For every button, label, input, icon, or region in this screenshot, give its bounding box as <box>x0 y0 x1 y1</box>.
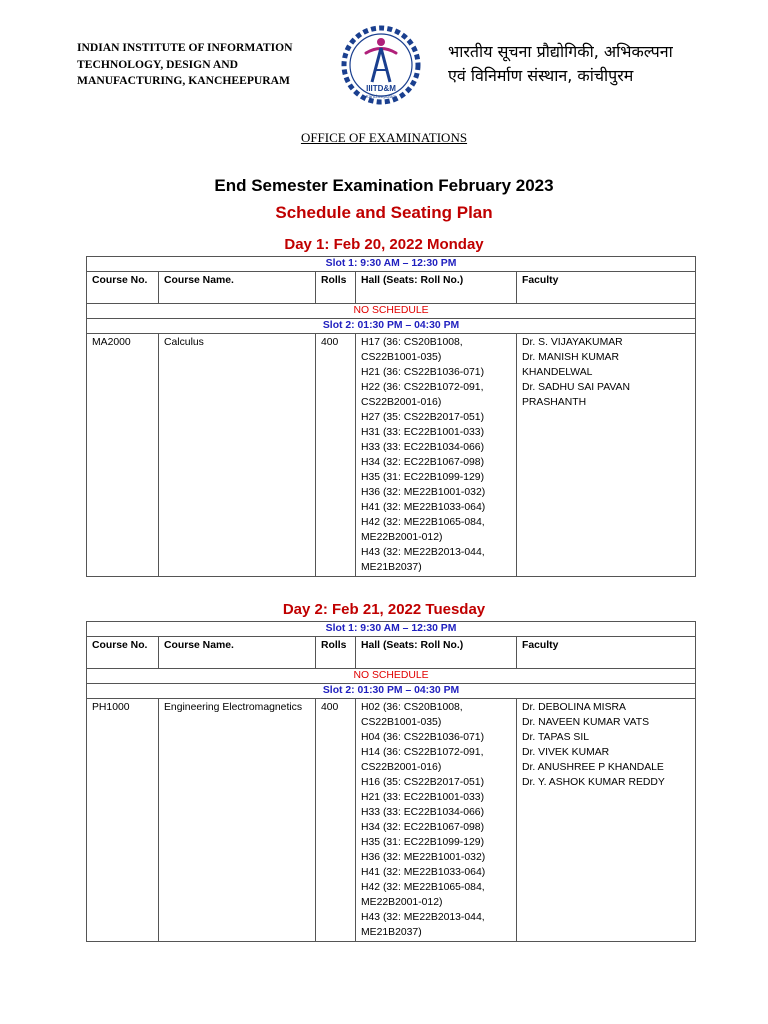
faculty-entry: Dr. MANISH KUMAR <box>522 352 619 363</box>
hall-entry: H31 (33: EC22B1001-033) <box>361 427 485 438</box>
hall-list <box>356 334 517 577</box>
institute-name-hindi-line: एवं विनिर्माण संस्थान, कांचीपुरम <box>448 66 634 85</box>
hall-entry: H34 (32: EC22B1067-098) <box>361 457 485 468</box>
slot-row <box>87 684 696 699</box>
hall-entry: H21 (33: EC22B1001-033) <box>361 792 485 803</box>
day1-schedule-table <box>86 256 696 577</box>
hall-entry: CS22B1001-035) <box>361 352 442 363</box>
table-row <box>87 334 696 577</box>
hall-entry: ME22B2001-012) <box>361 897 443 908</box>
faculty-entry: Dr. SADHU SAI PAVAN <box>522 382 630 393</box>
col-hall: Hall (Seats: Roll No.) <box>356 637 517 669</box>
hall-entry: H22 (36: CS22B1072-091, <box>361 382 484 393</box>
slot-row <box>87 622 696 637</box>
hall-entry: H34 (32: EC22B1067-098) <box>361 822 485 833</box>
col-course-no: Course No. <box>87 637 159 669</box>
course-name: Engineering Electromagnetics <box>159 699 316 942</box>
hall-entry: ME21B2037) <box>361 927 422 938</box>
faculty-entry: Dr. ANUSHREE P KHANDALE <box>522 762 664 773</box>
office-heading: OFFICE OF EXAMINATIONS <box>300 130 468 145</box>
faculty-list <box>517 334 696 577</box>
faculty-entry: Dr. DEBOLINA MISRA <box>522 702 626 713</box>
hall-entry: H04 (36: CS22B1036-071) <box>361 732 485 743</box>
col-faculty: Faculty <box>517 272 696 304</box>
hall-entry: H35 (31: EC22B1099-129) <box>361 837 485 848</box>
institute-name-hindi-line: भारतीय सूचना प्रौद्योगिकी, अभिकल्पना <box>448 42 673 61</box>
hall-entry: ME21B2037) <box>361 562 422 573</box>
hall-entry: H42 (32: ME22B1065-084, <box>361 882 485 893</box>
institute-name-line: MANUFACTURING, KANCHEEPURAM <box>77 74 290 87</box>
faculty-entry: PRASHANTH <box>522 397 587 408</box>
hall-entry: H33 (33: EC22B1034-066) <box>361 807 485 818</box>
col-course-name: Course Name. <box>159 272 316 304</box>
hall-entry: H35 (31: EC22B1099-129) <box>361 472 485 483</box>
course-no: MA2000 <box>87 334 159 577</box>
institute-name-line: TECHNOLOGY, DESIGN AND <box>77 57 238 71</box>
hall-entry: H27 (35: CS22B2017-051) <box>361 412 485 423</box>
hall-list <box>356 699 517 942</box>
logo-subtext: Kancheepuram <box>365 94 397 99</box>
rolls: 400 <box>316 699 356 942</box>
day2-slot2-label: Slot 2: 01:30 PM – 04:30 PM <box>87 684 696 699</box>
table-row <box>87 699 696 942</box>
page-subtitle: Schedule and Seating Plan <box>275 203 493 222</box>
institute-name-line: INDIAN INSTITUTE OF INFORMATION <box>77 41 293 54</box>
col-faculty: Faculty <box>517 637 696 669</box>
day1-heading: Day 1: Feb 20, 2022 Monday <box>284 236 484 253</box>
faculty-list <box>517 699 696 942</box>
col-rolls: Rolls <box>316 637 356 669</box>
hall-entry: H21 (36: CS22B1036-071) <box>361 367 485 378</box>
col-course-no: Course No. <box>87 272 159 304</box>
day1-no-schedule: NO SCHEDULE <box>87 304 696 319</box>
hall-entry: ME22B2001-012) <box>361 532 443 543</box>
institute-name-english <box>77 40 327 90</box>
slot-row <box>87 257 696 272</box>
faculty-entry: Dr. NAVEEN KUMAR VATS <box>522 717 650 728</box>
hall-entry: H36 (32: ME22B1001-032) <box>361 487 486 498</box>
day2-no-schedule: NO SCHEDULE <box>87 669 696 684</box>
no-schedule-row <box>87 304 696 319</box>
col-rolls: Rolls <box>316 272 356 304</box>
hall-entry: H41 (32: ME22B1033-064) <box>361 867 486 878</box>
hall-entry: H14 (36: CS22B1072-091, <box>361 747 484 758</box>
faculty-entry: Dr. S. VIJAYAKUMAR <box>522 337 623 348</box>
rolls: 400 <box>316 334 356 577</box>
logo-text: IIITD&M <box>366 84 396 93</box>
hall-entry: H02 (36: CS20B1008, <box>361 702 463 713</box>
faculty-entry: KHANDELWAL <box>522 367 593 378</box>
hall-entry: H41 (32: ME22B1033-064) <box>361 502 486 513</box>
col-hall: Hall (Seats: Roll No.) <box>356 272 517 304</box>
hall-entry: CS22B1001-035) <box>361 717 442 728</box>
course-no: PH1000 <box>87 699 159 942</box>
col-course-name: Course Name. <box>159 637 316 669</box>
hall-entry: H43 (32: ME22B2013-044, <box>361 547 485 558</box>
course-name: Calculus <box>159 334 316 577</box>
day2-schedule-table <box>86 621 696 942</box>
page-title: End Semester Examination February 2023 <box>214 176 554 195</box>
day1-slot2-label: Slot 2: 01:30 PM – 04:30 PM <box>87 319 696 334</box>
day1-slot1-label: Slot 1: 9:30 AM – 12:30 PM <box>87 257 696 272</box>
institute-logo <box>336 20 426 110</box>
table-header-row <box>87 637 696 669</box>
day2-slot1-label: Slot 1: 9:30 AM – 12:30 PM <box>87 622 696 637</box>
hall-entry: H43 (32: ME22B2013-044, <box>361 912 485 923</box>
faculty-entry: Dr. VIVEK KUMAR <box>522 747 610 758</box>
hall-entry: H33 (33: EC22B1034-066) <box>361 442 485 453</box>
hall-entry: H16 (35: CS22B2017-051) <box>361 777 485 788</box>
hall-entry: H17 (36: CS20B1008, <box>361 337 463 348</box>
hall-entry: CS22B2001-016) <box>361 397 442 408</box>
institute-name-hindi <box>448 40 748 88</box>
hall-entry: H36 (32: ME22B1001-032) <box>361 852 486 863</box>
day2-heading: Day 2: Feb 21, 2022 Tuesday <box>282 601 486 618</box>
slot-row <box>87 319 696 334</box>
table-header-row <box>87 272 696 304</box>
faculty-entry: Dr. TAPAS SIL <box>522 732 589 743</box>
no-schedule-row <box>87 669 696 684</box>
hall-entry: CS22B2001-016) <box>361 762 442 773</box>
hall-entry: H42 (32: ME22B1065-084, <box>361 517 485 528</box>
faculty-entry: Dr. Y. ASHOK KUMAR REDDY <box>522 777 665 788</box>
